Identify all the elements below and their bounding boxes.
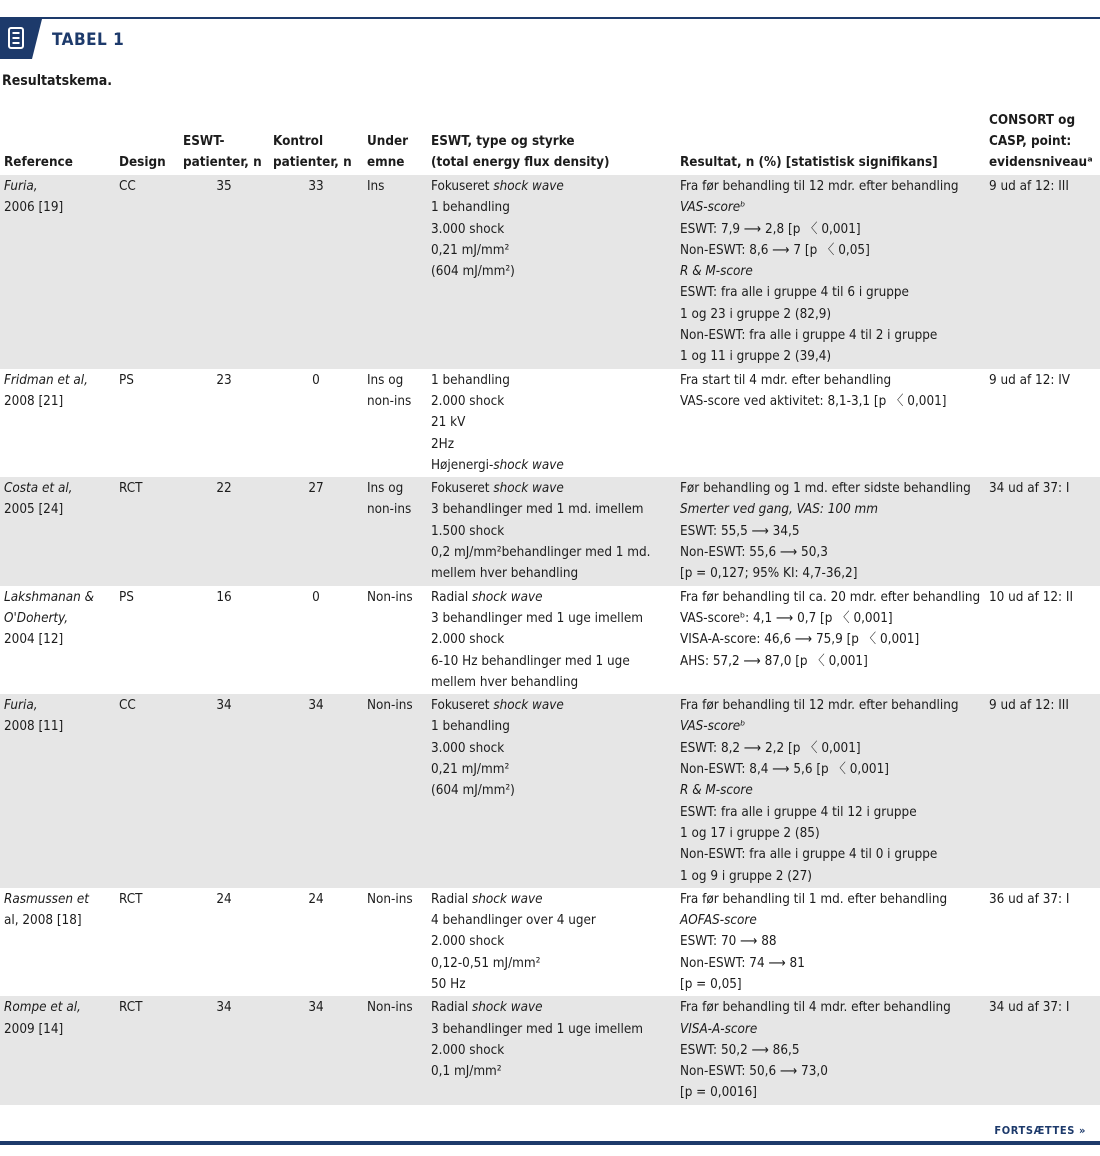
header-line: emne: [367, 155, 405, 170]
result-line: Fra før behandling til 4 mdr. efter behandling: [680, 1000, 951, 1016]
result-line: Non-ESWT: 8,6 ⟶ 7 [p 〈 0,05]: [680, 242, 870, 258]
control-patients-cell: 0: [312, 372, 320, 388]
table-row: [0, 694, 1100, 888]
eswt-type-line: 6-10 Hz behandlinger med 1 uge: [431, 653, 630, 669]
result-line: VISA-A-score: 46,6 ⟶ 75,9 [p 〈 0,001]: [680, 632, 920, 648]
table-row: [0, 888, 1100, 996]
result-line: ESWT: 55,5 ⟶ 34,5: [680, 523, 800, 539]
subtopic-cell: [363, 888, 427, 996]
header-line: Kontrol: [273, 134, 324, 149]
col-header-consort: [985, 110, 1100, 175]
eswt-type-line: 50 Hz: [431, 976, 466, 992]
design-cell: PS: [119, 589, 134, 605]
header-line: CONSORT og: [989, 113, 1076, 128]
design-cell: CC: [115, 694, 179, 888]
eswt-type-line: 4 behandlinger over 4 uger: [431, 913, 596, 929]
eswt-type-line: Radial shock wave: [431, 589, 543, 605]
header-line: Resultat, n (%) [statistisk signifikans]: [680, 155, 938, 170]
result-line: Non-ESWT: 74 ⟶ 81: [680, 955, 805, 971]
reference-line: Furia,: [4, 698, 38, 714]
header-line: Reference: [4, 155, 73, 170]
eswt-type-cell: [427, 694, 676, 888]
eswt-type-line: 3 behandlinger med 1 uge imellem: [431, 610, 644, 626]
table-row: [0, 477, 1100, 585]
col-header-reference: [0, 110, 115, 175]
header-line: patienter, n: [183, 155, 262, 170]
subtopic-line: Non-ins: [367, 698, 413, 714]
table-caption: Resultatskema.: [2, 73, 113, 89]
header-line: ESWT-: [183, 134, 225, 149]
reference-line: 2005 [24]: [4, 502, 64, 518]
eswt-type-line: 0,1 mJ/mm²: [431, 1064, 502, 1080]
header-line: evidensniveauᵃ: [989, 155, 1093, 170]
document-list-icon: [0, 19, 42, 59]
eswt-type-line: 2.000 shock: [431, 934, 505, 950]
reference-cell: [0, 694, 115, 888]
result-cell: [676, 477, 985, 585]
result-line: VAS-scoreᵇ: [680, 200, 746, 216]
result-line: Smerter ved gang, VAS: 100 mm: [680, 502, 879, 518]
result-line: Fra før behandling til 12 mdr. efter behandling: [680, 179, 959, 194]
eswt-type-cell: [427, 477, 676, 585]
design-cell: RCT: [115, 477, 179, 585]
reference-line: 2006 [19]: [4, 200, 64, 216]
eswt-patients-cell: 24: [216, 891, 232, 907]
eswt-patients-cell: 16: [216, 589, 232, 605]
eswt-type-cell: [427, 888, 676, 996]
table-row: [0, 996, 1100, 1104]
eswt-type-line: 0,12-0,51 mJ/mm²: [431, 955, 541, 971]
top-rule: [0, 17, 1100, 19]
eswt-type-line: 1 behandling: [431, 200, 510, 216]
reference-line: Rompe et al,: [4, 1000, 81, 1016]
reference-line: 2008 [21]: [4, 393, 64, 409]
subtopic-cell: [363, 175, 427, 369]
header-line: Under: [367, 134, 409, 149]
eswt-type-line: Radial shock wave: [431, 891, 543, 907]
reference-cell: [0, 586, 115, 694]
header-line: patienter, n: [273, 155, 352, 170]
result-cell: [676, 586, 985, 694]
eswt-type-line: 2Hz: [431, 436, 455, 452]
eswt-type-line: Fokuseret shock wave: [431, 698, 564, 714]
reference-line: O'Doherty,: [4, 610, 69, 626]
header-line: CASP, point:: [989, 134, 1072, 149]
consort-cell: 36 ud af 37: I: [989, 891, 1070, 907]
reference-line: 2008 [11]: [4, 719, 64, 735]
eswt-type-line: Fokuseret shock wave: [431, 481, 564, 497]
control-patients-cell: 24: [308, 891, 324, 907]
result-line: ESWT: 50,2 ⟶ 86,5: [680, 1042, 800, 1058]
eswt-type-cell: [427, 996, 676, 1104]
eswt-type-line: 3 behandlinger med 1 md. imellem: [431, 502, 644, 518]
reference-cell: [0, 369, 115, 477]
eswt-type-cell: [427, 586, 676, 694]
eswt-type-line: 1.500 shock: [431, 523, 505, 539]
result-line: Fra start til 4 mdr. efter behandling: [680, 372, 892, 388]
eswt-type-line: mellem hver behandling: [431, 566, 579, 582]
col-header-result: [676, 110, 985, 175]
consort-cell: 34 ud af 37: I: [985, 477, 1100, 585]
design-cell: CC: [115, 175, 179, 369]
subtopic-line: non-ins: [367, 502, 412, 518]
reference-line: Costa et al,: [4, 481, 73, 497]
result-line: Non-ESWT: 8,4 ⟶ 5,6 [p 〈 0,001]: [680, 762, 889, 778]
result-line: Fra før behandling til ca. 20 mdr. efter behandling: [680, 589, 981, 605]
eswt-type-line: (604 mJ/mm²): [431, 783, 515, 799]
eswt-type-cell: [427, 369, 676, 477]
reference-line: 2004 [12]: [4, 632, 64, 648]
subtopic-cell: [363, 586, 427, 694]
header-line: Design: [119, 155, 166, 170]
eswt-patients-cell: 34: [179, 996, 269, 1104]
result-line: Non-ESWT: 50,6 ⟶ 73,0: [680, 1064, 828, 1080]
result-cell: [676, 369, 985, 477]
subtopic-cell: [363, 477, 427, 585]
result-cell: [676, 888, 985, 996]
eswt-type-line: 1 behandling: [431, 372, 510, 388]
eswt-type-line: 0,21 mJ/mm²: [431, 242, 510, 258]
result-line: ESWT: 8,2 ⟶ 2,2 [p 〈 0,001]: [680, 740, 861, 756]
subtopic-line: Ins og: [367, 372, 404, 388]
eswt-type-line: (604 mJ/mm²): [431, 264, 515, 280]
result-line: Fra før behandling til 12 mdr. efter behandling: [680, 698, 959, 714]
eswt-type-line: 21 kV: [431, 415, 466, 431]
header-line: ESWT, type og styrke: [431, 134, 575, 149]
reference-line: al, 2008 [18]: [4, 913, 82, 929]
result-line: VAS-score ved aktivitet: 8,1-3,1 [p 〈 0,001]: [680, 393, 947, 409]
result-line: [p = 0,0016]: [680, 1085, 757, 1101]
reference-line: Fridman et al,: [4, 372, 88, 388]
result-line: VAS-scoreᵇ: [680, 719, 746, 735]
eswt-type-line: 3.000 shock: [431, 221, 505, 237]
subtopic-line: non-ins: [367, 393, 412, 409]
bottom-rule: [0, 1141, 1100, 1145]
col-header-eswt-patients: [179, 110, 269, 175]
result-line: AOFAS-score: [680, 913, 757, 929]
eswt-type-line: Fokuseret shock wave: [431, 179, 564, 194]
eswt-type-line: 2.000 shock: [431, 1042, 505, 1058]
eswt-patients-cell: 35: [179, 175, 269, 369]
result-line: 1 og 9 i gruppe 2 (27): [680, 868, 812, 884]
col-header-subtopic: [363, 110, 427, 175]
result-line: Fra før behandling til 1 md. efter behandling: [680, 891, 948, 907]
result-line: R & M-score: [680, 264, 753, 280]
result-line: R & M-score: [680, 783, 753, 799]
eswt-type-line: Radial shock wave: [431, 1000, 543, 1016]
subtopic-line: Non-ins: [367, 1000, 413, 1016]
col-header-design: [115, 110, 179, 175]
reference-cell: [0, 888, 115, 996]
continue-label: FORTSÆTTES »: [994, 1124, 1086, 1137]
eswt-type-cell: [427, 175, 676, 369]
result-line: AHS: 57,2 ⟶ 87,0 [p 〈 0,001]: [680, 653, 868, 669]
control-patients-cell: 34: [269, 996, 363, 1104]
eswt-patients-cell: 23: [216, 372, 232, 388]
result-line: [p = 0,05]: [680, 976, 742, 992]
table-row: [0, 175, 1100, 369]
design-cell: RCT: [115, 996, 179, 1104]
result-line: ESWT: 7,9 ⟶ 2,8 [p 〈 0,001]: [680, 221, 861, 237]
result-line: 1 og 11 i gruppe 2 (39,4): [680, 349, 832, 365]
reference-line: Rasmussen et: [4, 891, 89, 907]
reference-line: 2009 [14]: [4, 1021, 64, 1037]
result-line: ESWT: 70 ⟶ 88: [680, 934, 777, 950]
subtopic-line: Non-ins: [367, 589, 413, 605]
result-line: Før behandling og 1 md. efter sidste behandling: [680, 481, 971, 497]
result-line: Non-ESWT: fra alle i gruppe 4 til 0 i gruppe: [680, 847, 938, 863]
reference-cell: [0, 477, 115, 585]
result-line: ESWT: fra alle i gruppe 4 til 12 i gruppe: [680, 804, 917, 820]
control-patients-cell: 33: [269, 175, 363, 369]
eswt-patients-cell: 34: [179, 694, 269, 888]
table-row: [0, 586, 1100, 694]
reference-line: Lakshmanan &: [4, 589, 94, 605]
header-line: (total energy flux density): [431, 155, 610, 170]
table-row: [0, 369, 1100, 477]
eswt-type-line: 2.000 shock: [431, 632, 505, 648]
eswt-type-line: 3.000 shock: [431, 740, 505, 756]
eswt-patients-cell: 22: [179, 477, 269, 585]
table-title: TABEL 1: [52, 30, 125, 50]
col-header-eswt-type: [427, 110, 676, 175]
consort-cell: 34 ud af 37: I: [985, 996, 1100, 1104]
result-line: 1 og 17 i gruppe 2 (85): [680, 825, 820, 841]
result-line: Non-ESWT: 55,6 ⟶ 50,3: [680, 545, 828, 561]
control-patients-cell: 0: [312, 589, 320, 605]
eswt-type-line: 3 behandlinger med 1 uge imellem: [431, 1021, 644, 1037]
subtopic-cell: [363, 996, 427, 1104]
subtopic-cell: [363, 694, 427, 888]
design-cell: PS: [119, 372, 134, 388]
control-patients-cell: 27: [269, 477, 363, 585]
results-table: [0, 110, 1100, 1105]
table-header: [0, 110, 1100, 175]
eswt-type-line: Højenergi-shock wave: [431, 457, 564, 473]
subtopic-cell: [363, 369, 427, 477]
result-line: VISA-A-score: [680, 1021, 758, 1037]
col-header-control-patients: [269, 110, 363, 175]
subtopic-line: Ins og: [367, 481, 404, 497]
eswt-type-line: 0,21 mJ/mm²: [431, 762, 510, 778]
eswt-type-line: mellem hver behandling: [431, 674, 579, 690]
reference-line: Furia,: [4, 179, 38, 194]
reference-cell: [0, 175, 115, 369]
consort-cell: 9 ud af 12: III: [985, 694, 1100, 888]
subtopic-line: Ins: [367, 179, 385, 194]
result-line: 1 og 23 i gruppe 2 (82,9): [680, 306, 832, 322]
result-cell: [676, 996, 985, 1104]
table-body: [0, 175, 1100, 1105]
result-line: VAS-scoreᵇ: 4,1 ⟶ 0,7 [p 〈 0,001]: [680, 610, 893, 626]
eswt-type-line: 2.000 shock: [431, 393, 505, 409]
design-cell: RCT: [119, 891, 143, 907]
control-patients-cell: 34: [269, 694, 363, 888]
result-line: ESWT: fra alle i gruppe 4 til 6 i gruppe: [680, 285, 909, 301]
result-line: [p = 0,127; 95% KI: 4,7-36,2]: [680, 566, 858, 582]
result-cell: [676, 694, 985, 888]
eswt-type-line: 0,2 mJ/mm²behandlinger med 1 md.: [431, 545, 651, 561]
result-cell: [676, 175, 985, 369]
consort-cell: 9 ud af 12: IV: [989, 372, 1071, 388]
subtopic-line: Non-ins: [367, 891, 413, 907]
eswt-type-line: 1 behandling: [431, 719, 510, 735]
result-line: Non-ESWT: fra alle i gruppe 4 til 2 i gruppe: [680, 328, 938, 344]
reference-cell: [0, 996, 115, 1104]
consort-cell: 9 ud af 12: III: [985, 175, 1100, 369]
consort-cell: 10 ud af 12: II: [989, 589, 1074, 605]
